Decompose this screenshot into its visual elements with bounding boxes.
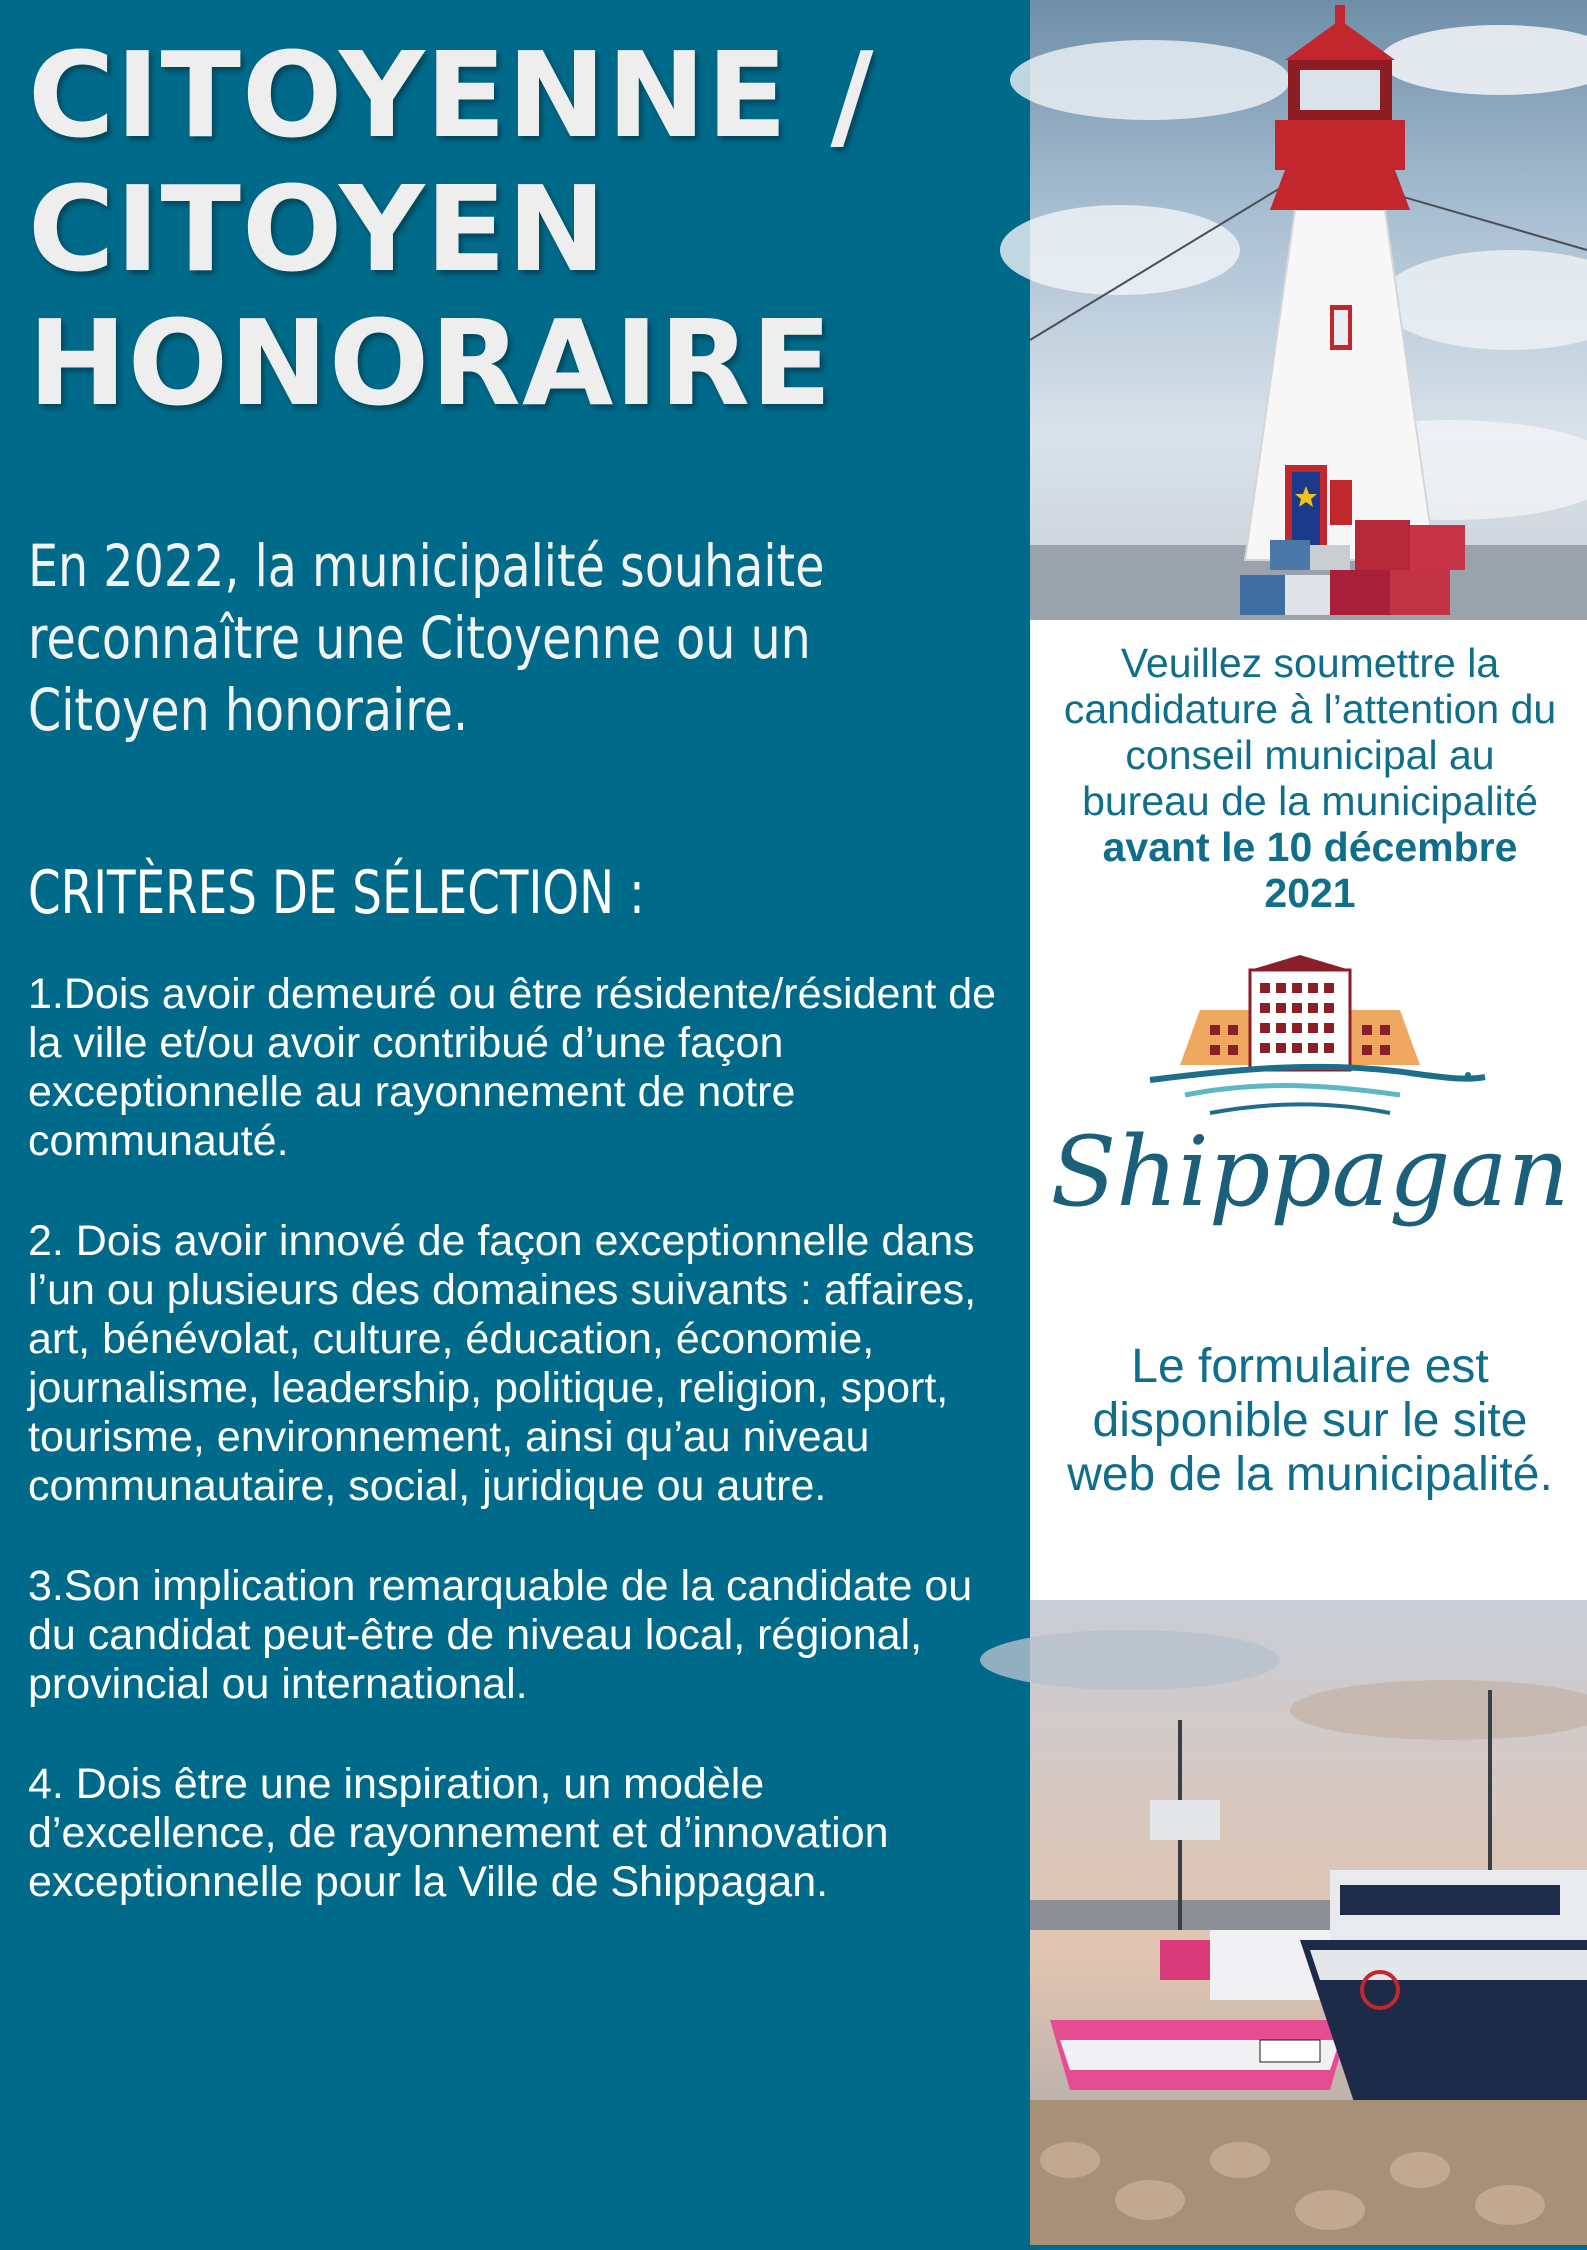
fishing-boats-illustration	[1030, 1600, 1587, 2245]
page-title	[28, 28, 874, 430]
shippagan-logo	[1050, 955, 1570, 1285]
criteria-list	[28, 970, 1003, 1958]
right-panel	[1030, 0, 1587, 2245]
criteria-heading: CRITÈRES DE SÉLECTION :	[28, 858, 645, 928]
shippagan-logo-icon	[1050, 955, 1570, 1285]
form-availability-note: Le formulaire est disponible sur le site web de la municipalité.	[1067, 1340, 1553, 1501]
logo-wordmark: Shippagan	[1050, 1116, 1570, 1228]
notice-deadline: avant le 10 décembre 2021	[1102, 824, 1518, 916]
intro-text: En 2022, la municipalité souhaite reconnaître une Citoyenne ou un Citoyen honoraire.	[28, 532, 825, 744]
submission-notice	[1060, 640, 1560, 916]
criterion-2: 2. Dois avoir innové de façon exceptionnelle dans l’un ou plusieurs des domaines suivants : affaires, art, bénévolat, culture, éducation, économie, journalisme, leadership, politique, religion, sport, tourisme, environnement, ainsi qu’au niveau communautaire, social, juridique ou autre.	[28, 1217, 977, 1510]
notice-text: Veuillez soumettre la candidature à l’attention du conseil municipal au bureau de la municipalité	[1063, 640, 1557, 824]
lighthouse-photo	[1030, 0, 1587, 620]
criterion-3: 3.Son implication remarquable de la candidate ou du candidat peut-être de niveau local, régional, provincial ou international.	[28, 1562, 973, 1708]
criterion-1: 1.Dois avoir demeuré ou être résidente/résident de la ville et/ou avoir contribué d’une façon exceptionnelle au rayonnement de notre communauté.	[28, 970, 997, 1165]
fishing-boats-photo	[1030, 1600, 1587, 2245]
criterion-4: 4. Dois être une inspiration, un modèle d’excellence, de rayonnement et d’innovation exceptionnelle pour la Ville de Shippagan.	[28, 1760, 889, 1906]
title-line-2: CITOYEN	[28, 160, 607, 298]
lighthouse-illustration	[1030, 0, 1587, 620]
title-line-3: HONORAIRE	[28, 294, 833, 432]
title-line-1: CITOYENNE /	[28, 26, 875, 164]
